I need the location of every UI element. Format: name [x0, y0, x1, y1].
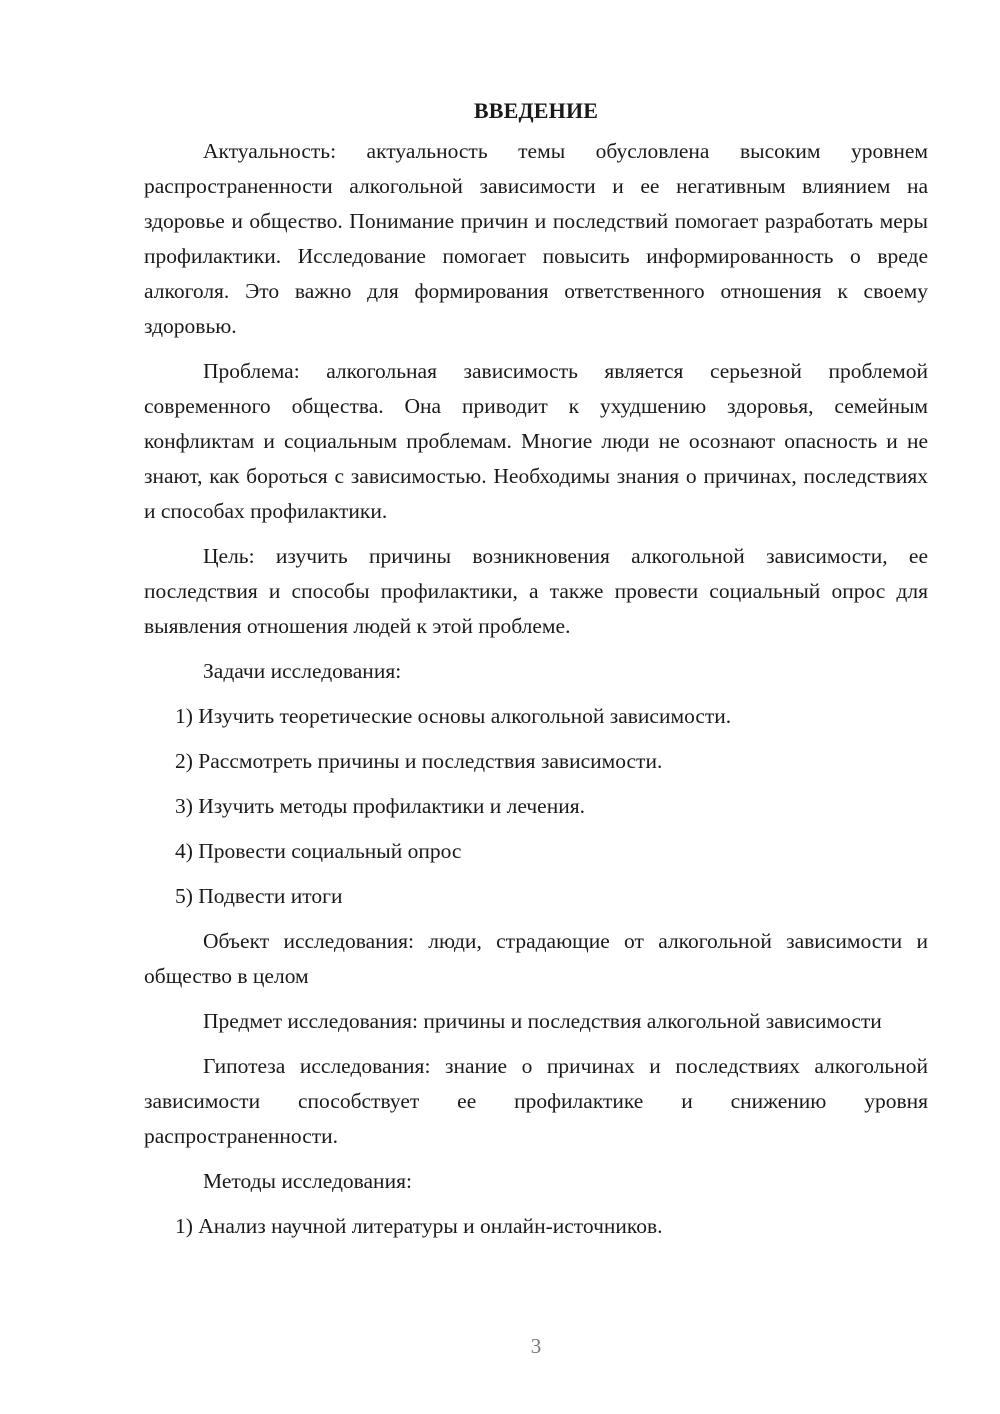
page-number: 3 — [530, 1334, 542, 1358]
task-item-3: 3) Изучить методы профилактики и лечения. — [175, 794, 586, 818]
paragraph-hypothesis: Гипотеза исследования: знание о причинах и последствиях алкогольной зависимости способствует ее профилактике и снижению уровня распространенности. — [144, 1054, 928, 1148]
method-item-1: 1) Анализ научной литературы и онлайн-источников. — [175, 1214, 663, 1238]
document-page — [144, 96, 928, 1254]
paragraph-goal: Цель: изучить причины возникновения алкогольной зависимости, ее последствия и способы профилактики, а также провести социальный опрос для выявления отношения людей к этой проблеме. — [144, 544, 928, 638]
paragraph-relevance: Актуальность: актуальность темы обусловлена высоким уровнем распространенности алкогольной зависимости и ее негативным влиянием на здоровье и общество. Понимание причин и последствий помогает разработать меры профилактики. Исследование помогает повысить информированность о вреде алкоголя. Это важно для формирования ответственного отношения к своему здоровью. — [144, 139, 928, 338]
task-item-5: 5) Подвести итоги — [175, 884, 343, 908]
task-item-4: 4) Провести социальный опрос — [175, 839, 462, 863]
paragraph-problem: Проблема: алкогольная зависимость является серьезной проблемой современного общества. Она приводит к ухудшению здоровья, семейным конфликтам и социальным проблемам. Многие люди не осознают опасность и не знают, как бороться с зависимостью. Необходимы знания о причинах, последствиях и способах профилактики. — [144, 359, 928, 523]
page-title: ВВЕДЕНИЕ — [473, 98, 599, 123]
methods-heading: Методы исследования: — [203, 1169, 412, 1193]
paragraph-subject: Предмет исследования: причины и последствия алкогольной зависимости — [203, 1009, 882, 1033]
paragraph-object: Объект исследования: люди, страдающие от алкогольной зависимости и общество в целом — [144, 929, 928, 988]
task-item-1: 1) Изучить теоретические основы алкогольной зависимости. — [175, 704, 732, 728]
task-item-2: 2) Рассмотреть причины и последствия зависимости. — [175, 749, 663, 773]
tasks-heading: Задачи исследования: — [203, 659, 402, 683]
